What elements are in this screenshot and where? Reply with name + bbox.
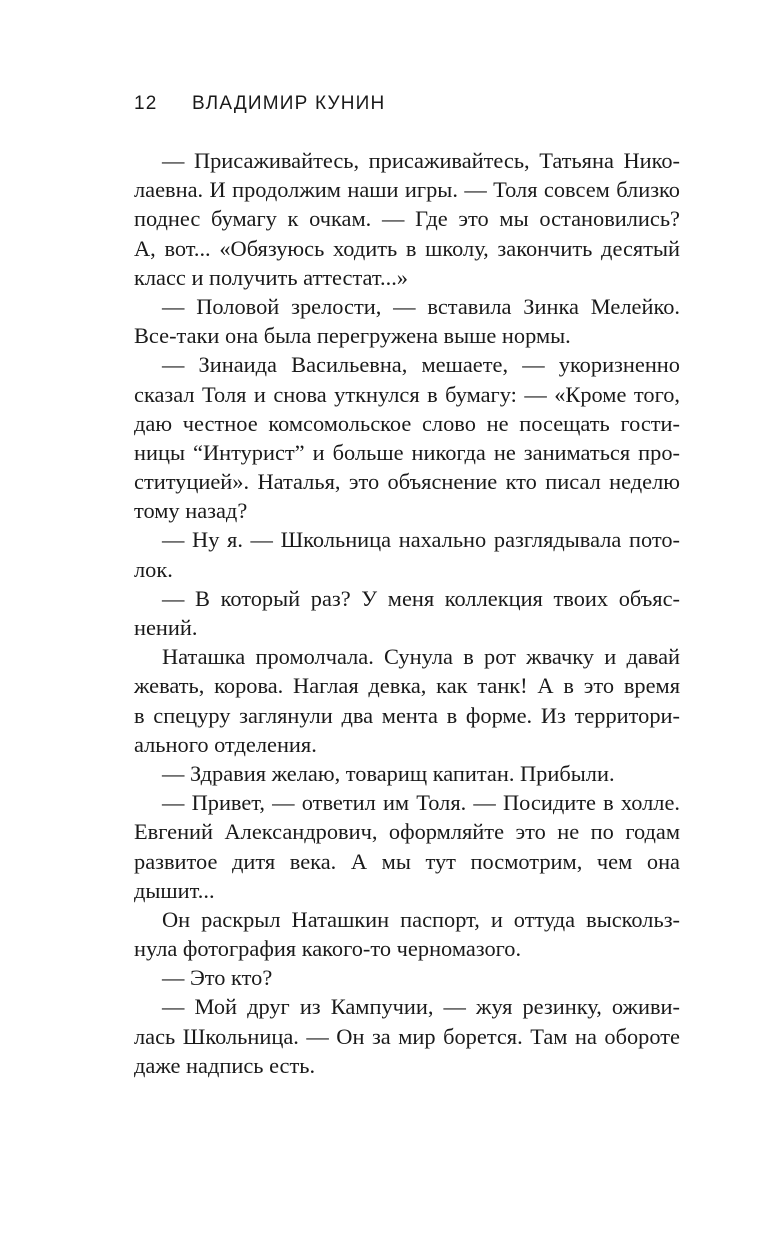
text-line: ального отделения. [134, 731, 317, 757]
text-line: поднес бумагу к очкам. — Где это мы остановились? [134, 206, 680, 232]
text-line: в спецуру заглянули два мента в форме. Из территори- [134, 702, 680, 728]
text-line: лась Школьница. — Он за мир борется. Там на обороте [134, 1023, 680, 1049]
text-line: нула фотография какого-то черномазого. [134, 936, 522, 962]
text-line: тому назад? [134, 498, 248, 524]
text-line: развитое дитя века. А мы тут посмотрим, чем она [134, 848, 680, 874]
text-line: — Мой друг из Кампучии, — жуя резинку, оживи- [162, 994, 680, 1020]
text-line: — Ну я. — Школьница нахально разглядывала пото- [162, 527, 680, 553]
text-line: — Зинаида Васильевна, мешаете, — укоризненно [162, 352, 680, 378]
text-line: лаевна. И продолжим наши игры. — Толя совсем близко [134, 177, 680, 203]
text-line: — Здравия желаю, товарищ капитан. Прибыли. [162, 760, 615, 786]
text-line: Он раскрыл Наташкин паспорт, и оттуда выскольз- [162, 906, 680, 932]
text-line: сказал Толя и снова уткнулся в бумагу: — «Кроме того, [134, 381, 680, 407]
text-line: класс и получить аттестат...» [134, 264, 409, 290]
text-line: — Присаживайтесь, присаживайтесь, Татьяна Нико- [162, 148, 680, 173]
text-line: — Привет, — ответил им Толя. — Посидите в холле. [162, 790, 680, 816]
text-line: — Половой зрелости, — вставила Зинка Мелейко. [162, 293, 680, 319]
text-line: жевать, корова. Наглая девка, как танк! А в это время [134, 673, 680, 699]
text-line: ституцией». Наталья, это объяснение кто писал неделю [134, 469, 680, 495]
text-line: ницы “Интурист” и больше никогда не заниматься про- [134, 439, 680, 465]
text-line: Наташка промолчала. Сунула в рот жвачку и давай [162, 644, 680, 670]
text-line: — Это кто? [162, 965, 273, 991]
text-line: Все-таки она была перегружена выше нормы. [134, 323, 571, 349]
text-line: даже надпись есть. [134, 1052, 316, 1078]
body-text [134, 146, 680, 1080]
text-line: Евгений Александрович, оформляйте это не по годам [134, 819, 680, 845]
text-line: нений. [134, 615, 198, 640]
page-number: 12 [134, 93, 158, 114]
running-head [134, 93, 385, 115]
text-line: дышит... [134, 877, 215, 903]
text-line: А, вот... «Обязуюсь ходить в школу, закончить десятый [134, 235, 680, 261]
text-line: даю честное комсомольское слово не посещать гости- [134, 410, 680, 436]
text-line: — В который раз? У меня коллекция твоих объяс- [162, 585, 680, 611]
author-name: ВЛАДИМИР КУНИН [192, 93, 386, 114]
text-line: лок. [134, 556, 173, 582]
